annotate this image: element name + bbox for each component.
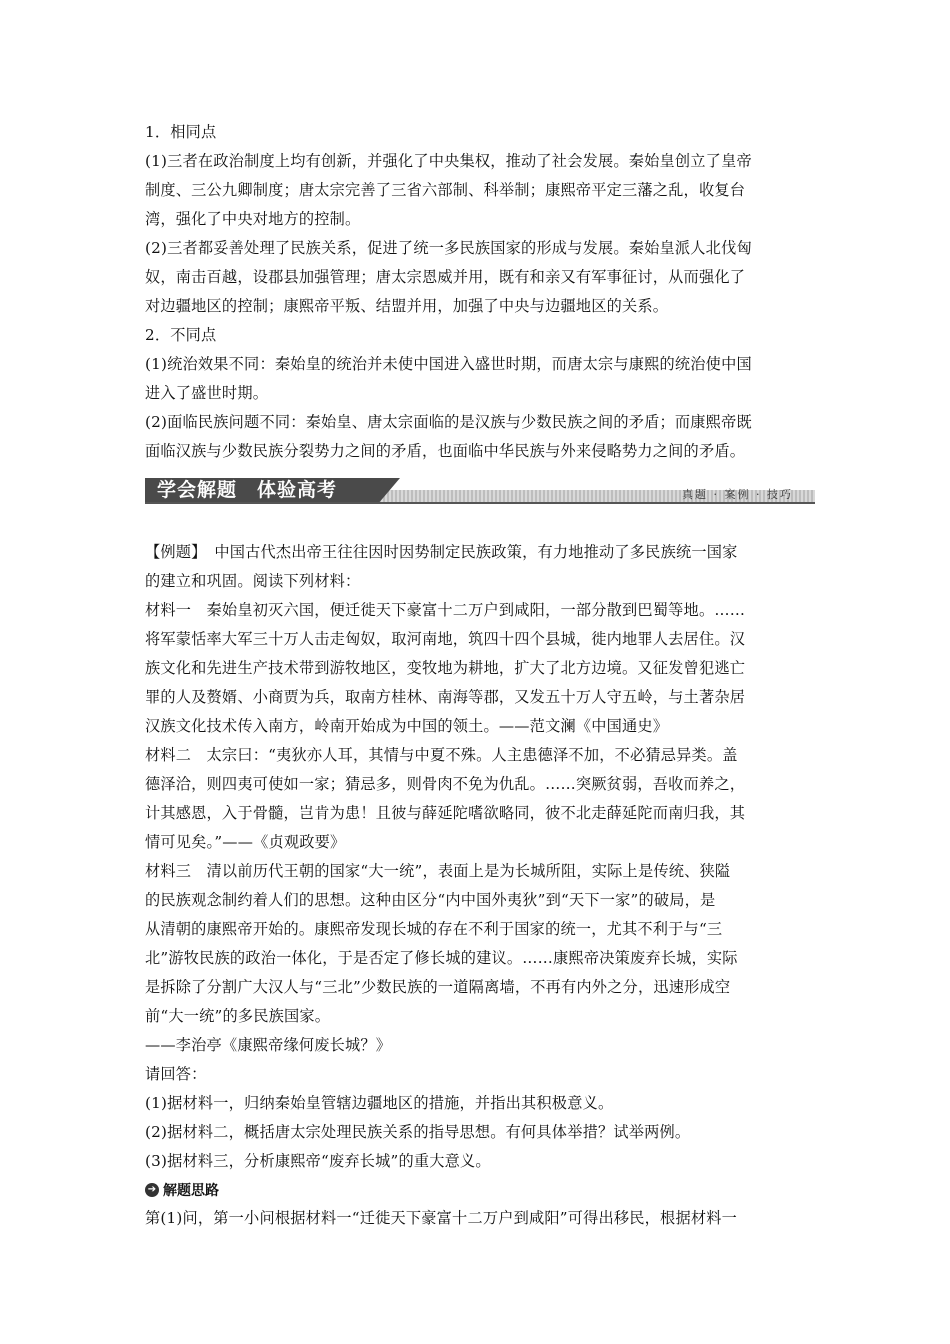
text-line: (2)三者都妥善处理了民族关系，促进了统一多民族国家的形成与发展。秦始皇派人北伐匈 bbox=[145, 239, 752, 257]
question-prompt: 请回答： bbox=[145, 1065, 207, 1083]
text-line: 对边疆地区的控制；康熙帝平叛、结盟并用，加强了中央与边疆地区的关系。 bbox=[145, 297, 669, 315]
material-3 bbox=[145, 857, 815, 1060]
text-line: 的民族观念制约着人们的思想。这种由区分“内中国外夷狄”到“天下一家”的破局，是 bbox=[145, 891, 716, 909]
banner-tag: 真题 · 案例 · 技巧 bbox=[682, 488, 793, 501]
question-3: (3)据材料三，分析康熙帝“废弃长城”的重大意义。 bbox=[145, 1152, 491, 1170]
difference-point-1 bbox=[145, 350, 815, 408]
text-line: ——李治亭《康熙帝缘何废长城？》 bbox=[145, 1036, 392, 1054]
material-2 bbox=[145, 741, 815, 857]
text-line: 罪的人及赘婿、小商贾为兵，取南方桂林、南海等郡，又发五十万人守五岭，与土著杂居 bbox=[145, 688, 746, 706]
text-line: 是拆除了分割广大汉人与“三北”少数民族的一道隔离墙，不再有内外之分，迅速形成空 bbox=[145, 978, 731, 996]
section-heading-similarities: 1．相同点 bbox=[145, 123, 217, 141]
material-1 bbox=[145, 596, 815, 741]
text-line: 从清朝的康熙帝开始的。康熙帝发现长城的存在不利于国家的统一，尤其不利于与“三 bbox=[145, 920, 723, 938]
text-line: 材料二 太宗曰：“夷狄亦人耳，其情与中夏不殊。人主患德泽不加，不必猜忌异类。盖 bbox=[145, 746, 738, 764]
text-line: 前“大一统”的多民族国家。 bbox=[145, 1007, 331, 1025]
text-line: 材料一 秦始皇初灭六国，便迁徙天下豪富十二万户到咸阳，一部分散到巴蜀等地。…… bbox=[145, 601, 746, 619]
text-line: 面临汉族与少数民族分裂势力之间的矛盾，也面临中华民族与外来侵略势力之间的矛盾。 bbox=[145, 442, 746, 460]
text-line: 计其感恩，入于骨髓，岂肯为患！且彼与薛延陀嗜欲略同，彼不北走薛延陀而南归我，其 bbox=[145, 804, 746, 822]
similarity-point-2 bbox=[145, 234, 815, 321]
section-banner bbox=[145, 476, 815, 508]
text-line: 的建立和巩固。阅读下列材料： bbox=[145, 572, 361, 590]
text-line: 德泽洽，则四夷可使如一家；猜忌多，则骨肉不免为仇乱。……突厥贫弱，吾收而养之， bbox=[145, 775, 746, 793]
text-line: 北”游牧民族的政治一体化，于是否定了修长城的建议。……康熙帝决策废弃长城，实际 bbox=[145, 949, 738, 967]
text-line: 奴，南击百越，设郡县加强管理；唐太宗恩威并用，既有和亲又有军事征讨，从而强化了 bbox=[145, 268, 746, 286]
text-line: 情可见矣。”——《贞观政要》 bbox=[145, 833, 346, 851]
text-line: 湾，强化了中央对地方的控制。 bbox=[145, 210, 361, 228]
document-page bbox=[145, 118, 815, 1233]
text-line: 汉族文化技术传入南方，岭南开始成为中国的领土。——范文澜《中国通史》 bbox=[145, 717, 669, 735]
text-line: (2)面临民族问题不同：秦始皇、唐太宗面临的是汉族与少数民族之间的矛盾；而康熙帝既 bbox=[145, 413, 752, 431]
text-line: 进入了盛世时期。 bbox=[145, 384, 269, 402]
solution-hint-text: 第(1)问，第一小问根据材料一“迁徙天下豪富十二万户到咸阳”可得出移民，根据材料一 bbox=[145, 1209, 737, 1227]
text-line: 【例题】 中国古代杰出帝王往往因时因势制定民族政策，有力地推动了多民族统一国家 bbox=[145, 543, 738, 561]
arrow-right-circle-icon: ➔ bbox=[145, 1183, 159, 1197]
banner-title: 学会解题 体验高考 bbox=[157, 479, 338, 501]
text-line: 将军蒙恬率大军三十万人击走匈奴，取河南地，筑四十四个县城，徙内地罪人去居住。汉 bbox=[145, 630, 746, 648]
section-heading-differences: 2．不同点 bbox=[145, 326, 217, 344]
difference-point-2 bbox=[145, 408, 815, 466]
text-line: 材料三 清以前历代王朝的国家“大一统”，表面上是为长城所阻，实际上是传统、狭隘 bbox=[145, 862, 731, 880]
banner-rule bbox=[145, 502, 815, 504]
question-1: (1)据材料一，归纳秦始皇管辖边疆地区的措施，并指出其积极意义。 bbox=[145, 1094, 614, 1112]
text-line: (1)统治效果不同：秦始皇的统治并未使中国进入盛世时期，而唐太宗与康熙的统治使中国 bbox=[145, 355, 752, 373]
example-intro bbox=[145, 538, 815, 596]
solution-hint-heading bbox=[145, 1176, 815, 1204]
similarity-point-1 bbox=[145, 147, 815, 234]
question-2: (2)据材料二，概括唐太宗处理民族关系的指导思想。有何具体举措？试举两例。 bbox=[145, 1123, 691, 1141]
solution-hint-label: 解题思路 bbox=[163, 1183, 219, 1199]
text-line: 族文化和先进生产技术带到游牧地区，变牧地为耕地，扩大了北方边境。又征发曾犯逃亡 bbox=[145, 659, 746, 677]
text-line: 制度、三公九卿制度；唐太宗完善了三省六部制、科举制；康熙帝平定三藩之乱，收复台 bbox=[145, 181, 746, 199]
text-line: (1)三者在政治制度上均有创新，并强化了中央集权，推动了社会发展。秦始皇创立了皇帝 bbox=[145, 152, 752, 170]
